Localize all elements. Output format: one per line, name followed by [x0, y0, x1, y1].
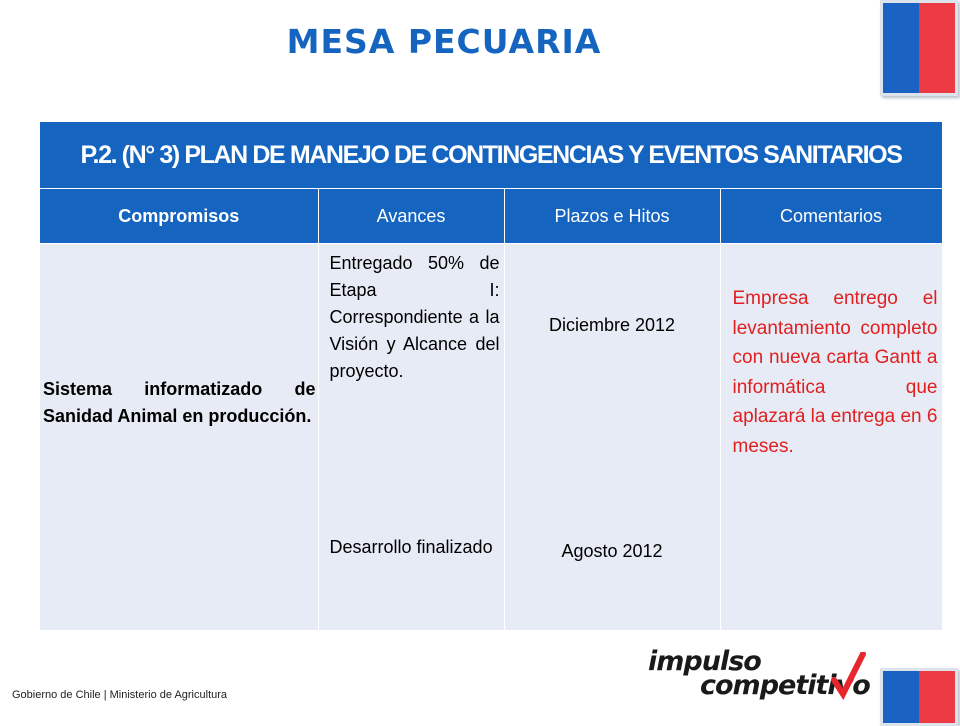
cell-compromiso	[40, 244, 318, 631]
slide-title: MESA PECUARIA	[286, 22, 602, 61]
chile-flag-icon	[880, 668, 958, 726]
plazo-1: Diciembre 2012	[548, 315, 676, 335]
checkmark-icon	[830, 652, 866, 700]
cell-plazo	[504, 244, 720, 631]
table-row	[40, 244, 942, 631]
avance-2: Desarrollo finalizado	[329, 537, 493, 557]
header-compromisos: Compromisos	[40, 189, 318, 244]
compromiso-text: Sistema informatizado de Sanidad Animal en producción.	[43, 379, 316, 426]
plazo-2: Agosto 2012	[561, 541, 663, 561]
impulso-competitivo-logo	[648, 646, 870, 704]
commitments-table	[40, 122, 942, 630]
header-plazos: Plazos e Hitos	[504, 189, 720, 244]
avance-1: Entregado 50% de Etapa I: Correspondiente a la Visión y Alcance del proyecto.	[329, 253, 500, 381]
table-banner: P.2. (N° 3) PLAN DE MANEJO DE CONTINGENCIAS Y EVENTOS SANITARIOS	[40, 122, 942, 188]
header-avances: Avances	[318, 189, 504, 244]
chile-flag-icon	[880, 0, 958, 96]
table-header-row	[40, 189, 942, 244]
cell-avance	[318, 244, 504, 631]
cell-comentario	[720, 244, 942, 631]
header-comentarios: Comentarios	[720, 189, 942, 244]
footer-text: Gobierno de Chile | Ministerio de Agricultura	[12, 689, 228, 701]
logo-line-2: competitivo	[700, 670, 870, 701]
logo-line-1: impulso	[648, 646, 761, 677]
comentario-text: Empresa entrego el levantamiento completo con nueva carta Gantt a informática que aplazará la entrega en 6 meses.	[732, 288, 938, 457]
